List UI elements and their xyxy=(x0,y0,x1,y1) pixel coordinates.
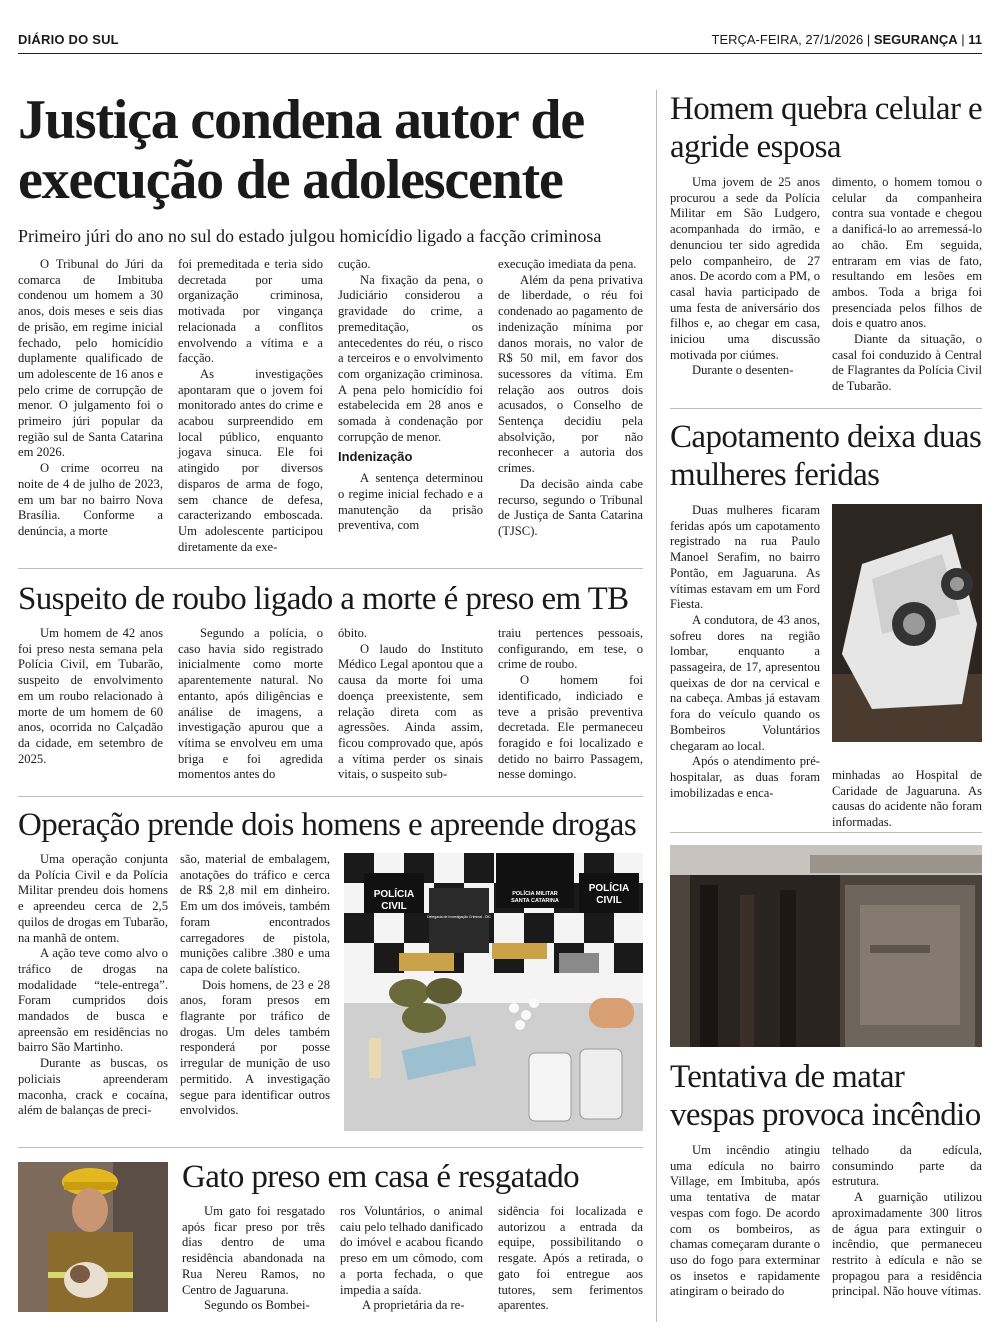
photo-text: CIVIL xyxy=(596,895,622,906)
article-3-col-2 xyxy=(180,852,330,1119)
article-2-col-3 xyxy=(338,626,483,783)
paragraph: cução. xyxy=(338,257,371,271)
edition-date: TERÇA-FEIRA, 27/1/2026 xyxy=(711,32,864,47)
article-1-subtitle: Primeiro júri do ano no sul do estado julgou homicídio ligado a facção criminosa xyxy=(18,226,602,246)
article-2-headline: Suspeito de roubo ligado a morte é preso em TB xyxy=(18,581,629,617)
article-6-col-2 xyxy=(832,768,982,831)
article-1-col-4 xyxy=(498,257,643,540)
photo-text: POLÍCIA xyxy=(588,883,630,894)
divider xyxy=(18,796,643,797)
photo-text: POLÍCIA xyxy=(373,889,415,900)
paragraph: Na fixação da pena, o Judiciário considerou a gravidade do crime, a premeditação, os antecedentes do réu, o risco a terceiros e o envolvimento com organização criminosa. A pena pelo homicídio foi estabelecida em 28 anos e somada à condenação por corrupção de menor. xyxy=(338,272,483,444)
car-illustration xyxy=(832,504,982,742)
article-4-col-2 xyxy=(340,1204,483,1314)
column-divider xyxy=(656,90,657,1322)
page-header xyxy=(18,28,982,54)
article-5-headline: Homem quebra celular e agride esposa xyxy=(670,91,983,165)
fire-damage-photo xyxy=(670,845,982,1047)
subheading-indenizacao: Indenização xyxy=(338,449,413,465)
page-number: 11 xyxy=(968,32,982,47)
paragraph: Um homem de 42 anos foi preso nesta semana pela Polícia Civil, em Tubarão, suspeito de envolvimento em um roubo relacionado à morte de um homem de 60 anos, ocorrida no Calçadão da cidade, em setembro de 2025. xyxy=(18,626,163,766)
paragraph: Além da pena privativa de liberdade, o réu foi condenado ao pagamento de indenização mínima por danos morais, no valor de R$ 50 mil, em favor dos sucessores da vítima. Em relação aos outros dois acusados, o Conselho de Sentença decidiu pela absolvição, por não reconhecer a autoria dos crimes. xyxy=(498,272,643,476)
article-4-headline: Gato preso em casa é resgatado xyxy=(182,1159,580,1195)
paragraph: A ação teve como alvo o tráfico de drogas na modalidade “tele-entrega”. Foram cumpridos dois mandados de busca e apreensão em residências no bairro São Martinho. xyxy=(18,946,168,1055)
article-6-col-1 xyxy=(670,503,820,801)
paragraph: O Tribunal do Júri da comarca de Imbituba condenou um homem a 30 anos, dois meses e seis dias de prisão, em regime inicial fechado, pelo homicídio duplamente qualificado de um adolescente de 16 anos e pelo crime de corrupção de menor. O julgamento foi o primeiro júri popular da região sul de Santa Catarina em 2026. xyxy=(18,257,163,460)
article-5-col-2 xyxy=(832,175,982,395)
article-6-headline: Capotamento deixa duas mulheres feridas xyxy=(670,419,982,493)
divider xyxy=(670,832,982,833)
paragraph: minhadas ao Hospital de Caridade de Jaguaruna. As causas do acidente não foram informadas. xyxy=(832,768,982,830)
paragraph: telhado da edícula, consumindo parte da estrutura. xyxy=(832,1143,982,1189)
section-name: SEGURANÇA xyxy=(873,32,958,47)
article-7-headline: Tentativa de matar vespas provoca incêndio xyxy=(670,1059,981,1133)
paragraph: dimento, o homem tomou o celular da companheira contra sua vontade e chegou a danificá-lo ao arremessá-lo ao chão. Em seguida, entraram em vias de fato, resultando em lesões em ambos. Toda a briga foi presenciada pelos filhos de dois e quatro anos. xyxy=(832,175,982,331)
paragraph: Diante da situação, o casal foi conduzido à Central de Flagrantes da Polícia Civil de Tubarão. xyxy=(832,332,982,394)
article-3-col-1 xyxy=(18,852,168,1119)
divider xyxy=(18,568,643,569)
paragraph: são, material de embalagem, anotações do tráfico e cerca de R$ 2,8 mil em dinheiro. Em um dos imóveis, também foram encontrados carregadores de pistola, munições calibre .380 e uma capa de colete balístico. xyxy=(180,852,330,976)
paragraph: Após o atendimento pré-hospitalar, as duas foram imobilizadas e enca- xyxy=(670,754,820,800)
article-1-col-3 xyxy=(338,257,483,534)
paragraph: sidência foi localizada e autorizou a entrada da equipe, possibilitando o resgate. Após a retirada, o gato foi entregue aos tutores, sem ferimentos aparentes. xyxy=(498,1204,643,1313)
article-2-col-1 xyxy=(18,626,163,767)
photo-text: SANTA CATARINA xyxy=(511,898,559,904)
article-4-col-1 xyxy=(182,1204,325,1314)
article-3-headline: Operação prende dois homens e apreende drogas xyxy=(18,807,637,843)
article-2-col-2 xyxy=(178,626,323,783)
article-1-col-2 xyxy=(178,257,323,555)
paragraph: Um incêndio atingiu uma edícula no bairro Village, em Imbituba, após uma tentativa de matar vespas com fogo. De acordo com os bombeiros, as chamas começaram durante o uso do fogo para exterminar os insetos e rapidamente atingiram o beirado do xyxy=(670,1143,820,1299)
overturned-car-photo xyxy=(832,504,982,742)
article-7-col-1 xyxy=(670,1143,820,1300)
drugs-seizure-photo xyxy=(344,853,643,1131)
paragraph: A proprietária da re- xyxy=(362,1298,465,1313)
paragraph: Dois homens, de 23 e 28 anos, foram presos em flagrante por tráfico de drogas. Um deles também responderá por posse irregular de munição de uso permitido. A investigação segue para identificar outros envolvidos. xyxy=(180,977,330,1118)
seizure-illustration xyxy=(344,853,643,1131)
article-1-headline: Justiça condena autor de execução de adolescente xyxy=(18,89,584,211)
burned-shed-illustration xyxy=(670,845,982,1047)
divider xyxy=(670,408,982,409)
paragraph: óbito. xyxy=(338,626,368,640)
article-5-col-1 xyxy=(670,175,820,379)
paragraph: Uma operação conjunta da Polícia Civil e da Polícia Militar prendeu dois homens e apreendeu cerca de 2,5 quilos de drogas em Tubarão, na manhã de ontem. xyxy=(18,852,168,945)
paragraph: Segundo a polícia, o caso havia sido registrado inicialmente como morte aparentemente natural. No entanto, após diligências e análise de imagens, a investigação apurou que a vítima se envolveu em uma briga e foi agredida momentos antes do xyxy=(178,626,323,782)
page-info: TERÇA-FEIRA, 27/1/2026 | SEGURANÇA | 11 xyxy=(711,32,982,47)
paragraph: execução imediata da pena. xyxy=(498,257,637,271)
article-4-col-3 xyxy=(498,1204,643,1314)
paragraph: O laudo do Instituto Médico Legal apontou que a causa da morte foi uma doença preexistente, sem relação direta com as agressões. Ainda assim, ficou comprovado que, após a vítima perder os sinais vitais, o suspeito sub- xyxy=(338,641,483,782)
paragraph: O homem foi identificado, indiciado e teve a prisão preventiva decretada. Ele permaneceu foragido e foi localizado e detido no bairro Passagem, nesse domingo. xyxy=(498,673,643,782)
divider xyxy=(18,1147,643,1148)
article-2-col-4 xyxy=(498,626,643,783)
paragraph: A condutora, de 43 anos, sofreu dores na região lombar, enquanto a passageira, de 17, apresentou queixas de dor na cervical e na cabeça. Ambas já estavam fora do veículo quando os Bombeiros Voluntários chegaram ao local. xyxy=(670,612,820,753)
paragraph: traiu pertences pessoais, configurando, em tese, o crime de roubo. xyxy=(498,626,643,672)
paragraph: Durante o desenten- xyxy=(692,363,794,378)
paragraph: A sentença determinou o regime inicial fechado e a manutenção da prisão preventiva, com xyxy=(338,471,483,533)
paragraph: O crime ocorreu na noite de 4 de julho de 2023, em um bar no bairro Nova Brasília. Conforme a denúncia, a morte xyxy=(18,461,163,538)
article-1-col-1 xyxy=(18,257,163,540)
paragraph: A guarnição utilizou aproximadamente 300 litros de água para extinguir o incêndio, que permaneceu restrito à edícula e não se propagou para a residência principal. Não houve vítimas. xyxy=(832,1190,982,1299)
paragraph: Uma jovem de 25 anos procurou a sede da Polícia Militar em São Ludgero, acompanhada do irmão, e denunciou ter sido agredida pelo companheiro, de 27 anos. De acordo com a PM, o casal havia participado de uma festa de aniversário dos filhos e, ao chegar em casa, iniciou uma discussão motivada por ciúmes. xyxy=(670,175,820,362)
firefighter-illustration xyxy=(18,1162,168,1312)
photo-text: POLÍCIA MILITAR xyxy=(512,891,558,897)
paragraph: Da decisão ainda cabe recurso, segundo o Tribunal de Justiça de Santa Catarina (TJSC). xyxy=(498,476,643,538)
paragraph: foi premeditada e teria sido decretada por uma organização criminosa, motivada por vingança relacionada a conflitos envolvendo a vítima e a facção. xyxy=(178,257,323,366)
paragraph: As investigações apontaram que o jovem foi monitorado antes do crime e acabou surpreendido em local público, enquanto jogava sinuca. Ele foi atingido por diversos disparos de arma de fogo, sem chance de defesa, caracterizando emboscada. Um adolescente participou diretamente da exe- xyxy=(178,366,323,554)
paragraph: Duas mulheres ficaram feridas após um capotamento registrado na rua Paulo Manoel Serafim, no bairro Pontão, em Jaguaruna. As vítimas estavam em um Ford Fiesta. xyxy=(670,503,820,612)
photo-text: CIVIL xyxy=(381,901,407,912)
photo-text: Delegacia de Investigação Criminal - DIC xyxy=(427,915,491,919)
paragraph: Durante as buscas, os policiais apreenderam maconha, crack e cocaína, além de balanças de preci- xyxy=(18,1056,168,1118)
paragraph: Um gato foi resgatado após ficar preso por três dias dentro de uma residência abandonada na Rua Nereu Ramos, no Centro de Jaguaruna. xyxy=(182,1204,325,1297)
article-7-col-2 xyxy=(832,1143,982,1300)
newspaper-name: DIÁRIO DO SUL xyxy=(18,32,119,47)
paragraph: ros Voluntários, o animal caiu pelo telhado danificado do imóvel e acabou ficando preso em um cômodo, com a porta fechada, o que impedia a saída. xyxy=(340,1204,483,1297)
paragraph: Segundo os Bombei- xyxy=(204,1298,310,1313)
cat-rescue-photo xyxy=(18,1162,168,1312)
